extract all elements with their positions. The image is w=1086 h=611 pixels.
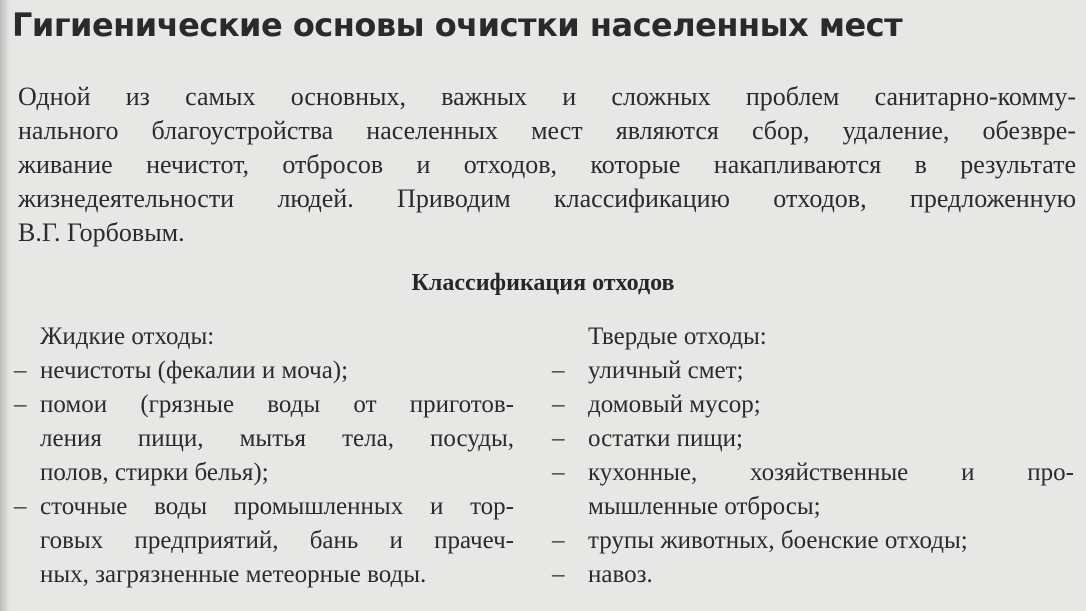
item-line: ных, загрязненные метеорные воды. (40, 561, 427, 588)
item-line: уличный смет; (588, 357, 744, 384)
item-line: остатки пищи; (588, 425, 743, 452)
item-line: ления пищи, мытья тела, посуды, (40, 425, 514, 452)
dash-marker: – (552, 425, 565, 452)
dash-marker: – (14, 391, 27, 418)
dash-marker: – (14, 493, 27, 520)
item-line: домовый мусор; (588, 391, 761, 418)
item-line: навоз. (588, 561, 653, 588)
item-line: помои (грязные воды от приготов- (40, 391, 514, 418)
liquid-waste-item (14, 490, 514, 592)
item-line: мышленные отбросы; (588, 493, 821, 520)
item-line: нечистоты (фекалии и моча); (40, 357, 349, 384)
solid-waste-item (552, 558, 1074, 592)
solid-waste-item (552, 524, 1074, 558)
liquid-waste-item (14, 388, 514, 490)
liquid-waste-heading: Жидкие отходы: (40, 323, 215, 350)
solid-waste-heading: Твердые отходы: (588, 323, 767, 350)
item-line: полов, стирки белья); (40, 459, 269, 486)
dash-marker: – (552, 527, 565, 554)
solid-waste-item (552, 388, 1074, 422)
intro-paragraph (18, 80, 1076, 250)
page-edge-shadow (0, 0, 10, 611)
page-heading: Гигиенические основы очистки населенных мест (12, 6, 903, 44)
solid-waste-column (552, 320, 1074, 592)
dash-marker: – (552, 391, 565, 418)
item-line: трупы животных, боенские отходы; (588, 527, 968, 554)
intro-line: Одной из самых основных, важных и сложных проблем санитарно-комму- (18, 82, 1076, 111)
liquid-waste-item (14, 354, 514, 388)
solid-waste-item (552, 354, 1074, 388)
intro-line: нального благоустройства населенных мест являются сбор, удаление, обезвре- (18, 116, 1076, 145)
solid-waste-item (552, 456, 1074, 524)
liquid-waste-column (14, 320, 514, 592)
item-line: сточные воды промышленных и тор- (40, 493, 514, 520)
dash-marker: – (552, 357, 565, 384)
solid-waste-item (552, 422, 1074, 456)
item-line: кухонные, хозяйственные и про- (588, 459, 1074, 486)
intro-line: жизнедеятельности людей. Приводим классификацию отходов, предложенную (18, 184, 1076, 213)
intro-line: живание нечистот, отбросов и отходов, которые накапливаются в результате (18, 150, 1076, 179)
dash-marker: – (552, 561, 565, 588)
intro-line: В.Г. Горбовым. (18, 218, 185, 247)
dash-marker: – (552, 459, 565, 486)
item-line: говых предприятий, бань и прачеч- (40, 527, 514, 554)
dash-marker: – (14, 357, 27, 384)
classification-title: Классификация отходов (411, 270, 675, 296)
